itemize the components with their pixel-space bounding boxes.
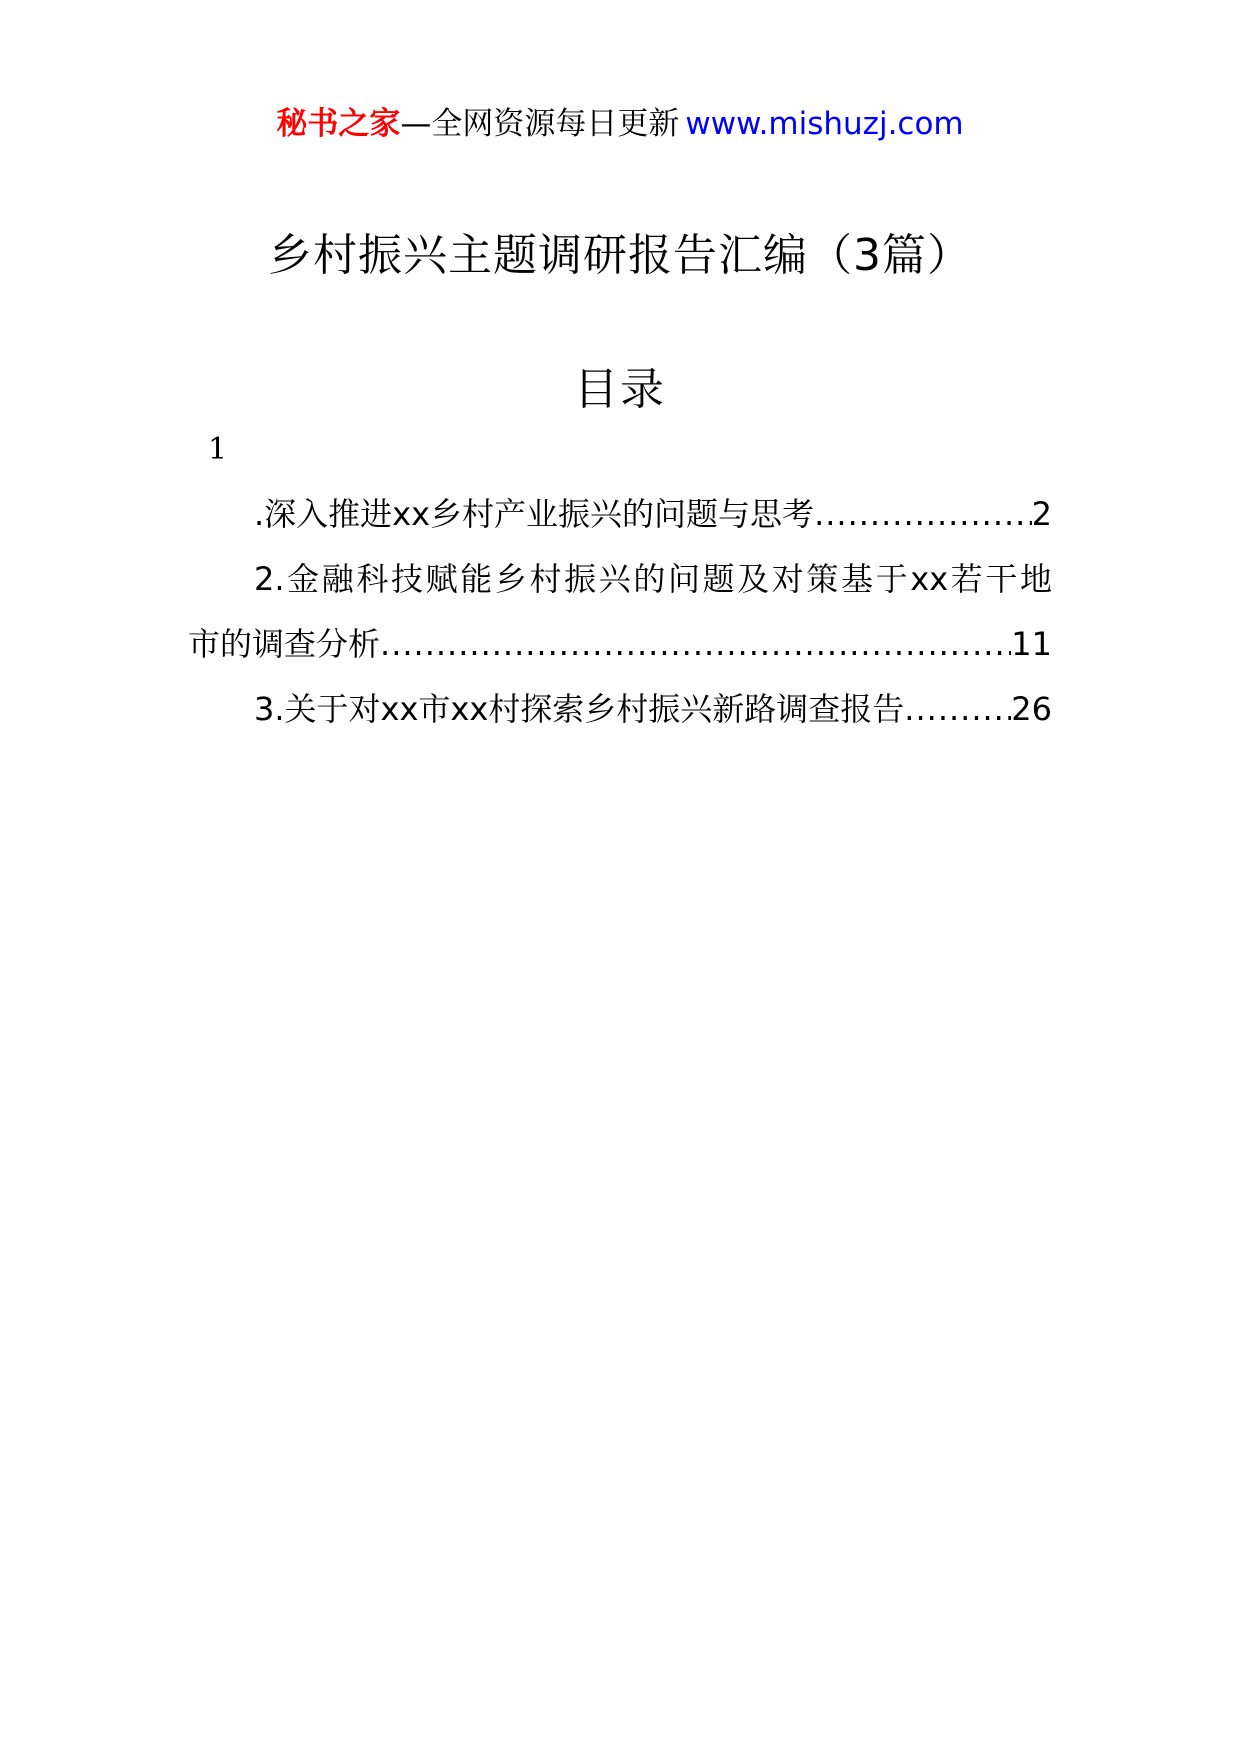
- toc-entry-3[interactable]: [188, 685, 1052, 733]
- toc-entry-2[interactable]: [188, 555, 1052, 603]
- toc-heading: 目录: [574, 364, 666, 415]
- toc-entry-title: .深入推进xx乡村产业振兴的问题与思考: [254, 495, 815, 533]
- toc-entry-1[interactable]: [188, 490, 1052, 538]
- toc-entry-title-line2: 市的调查分析: [188, 625, 381, 663]
- toc-entry-title-line1: 2.金融科技赋能乡村振兴的问题及对策基于xx若干地: [254, 560, 1052, 598]
- toc-page-number: 2: [1031, 495, 1052, 533]
- stray-number: 1: [208, 432, 228, 467]
- toc-entry-title: 3.关于对xx市xx村探索乡村振兴新路调查报告: [254, 690, 905, 728]
- site-tagline: —全网资源每日更新: [400, 106, 680, 142]
- brand-name: 秘书之家: [276, 106, 401, 142]
- toc-page-number: 11: [1011, 625, 1052, 663]
- site-url-link[interactable]: www.mishuzj.com: [685, 106, 964, 142]
- toc-page-number: 26: [1011, 690, 1052, 728]
- toc-leader-dots: [814, 490, 1032, 538]
- toc-entry-2-continued[interactable]: [188, 620, 1052, 668]
- toc-leader-dots: [904, 685, 1011, 733]
- toc-leader-dots: [380, 620, 1011, 668]
- document-title: 乡村振兴主题调研报告汇编（3篇）: [268, 230, 972, 281]
- site-header: [0, 100, 1240, 148]
